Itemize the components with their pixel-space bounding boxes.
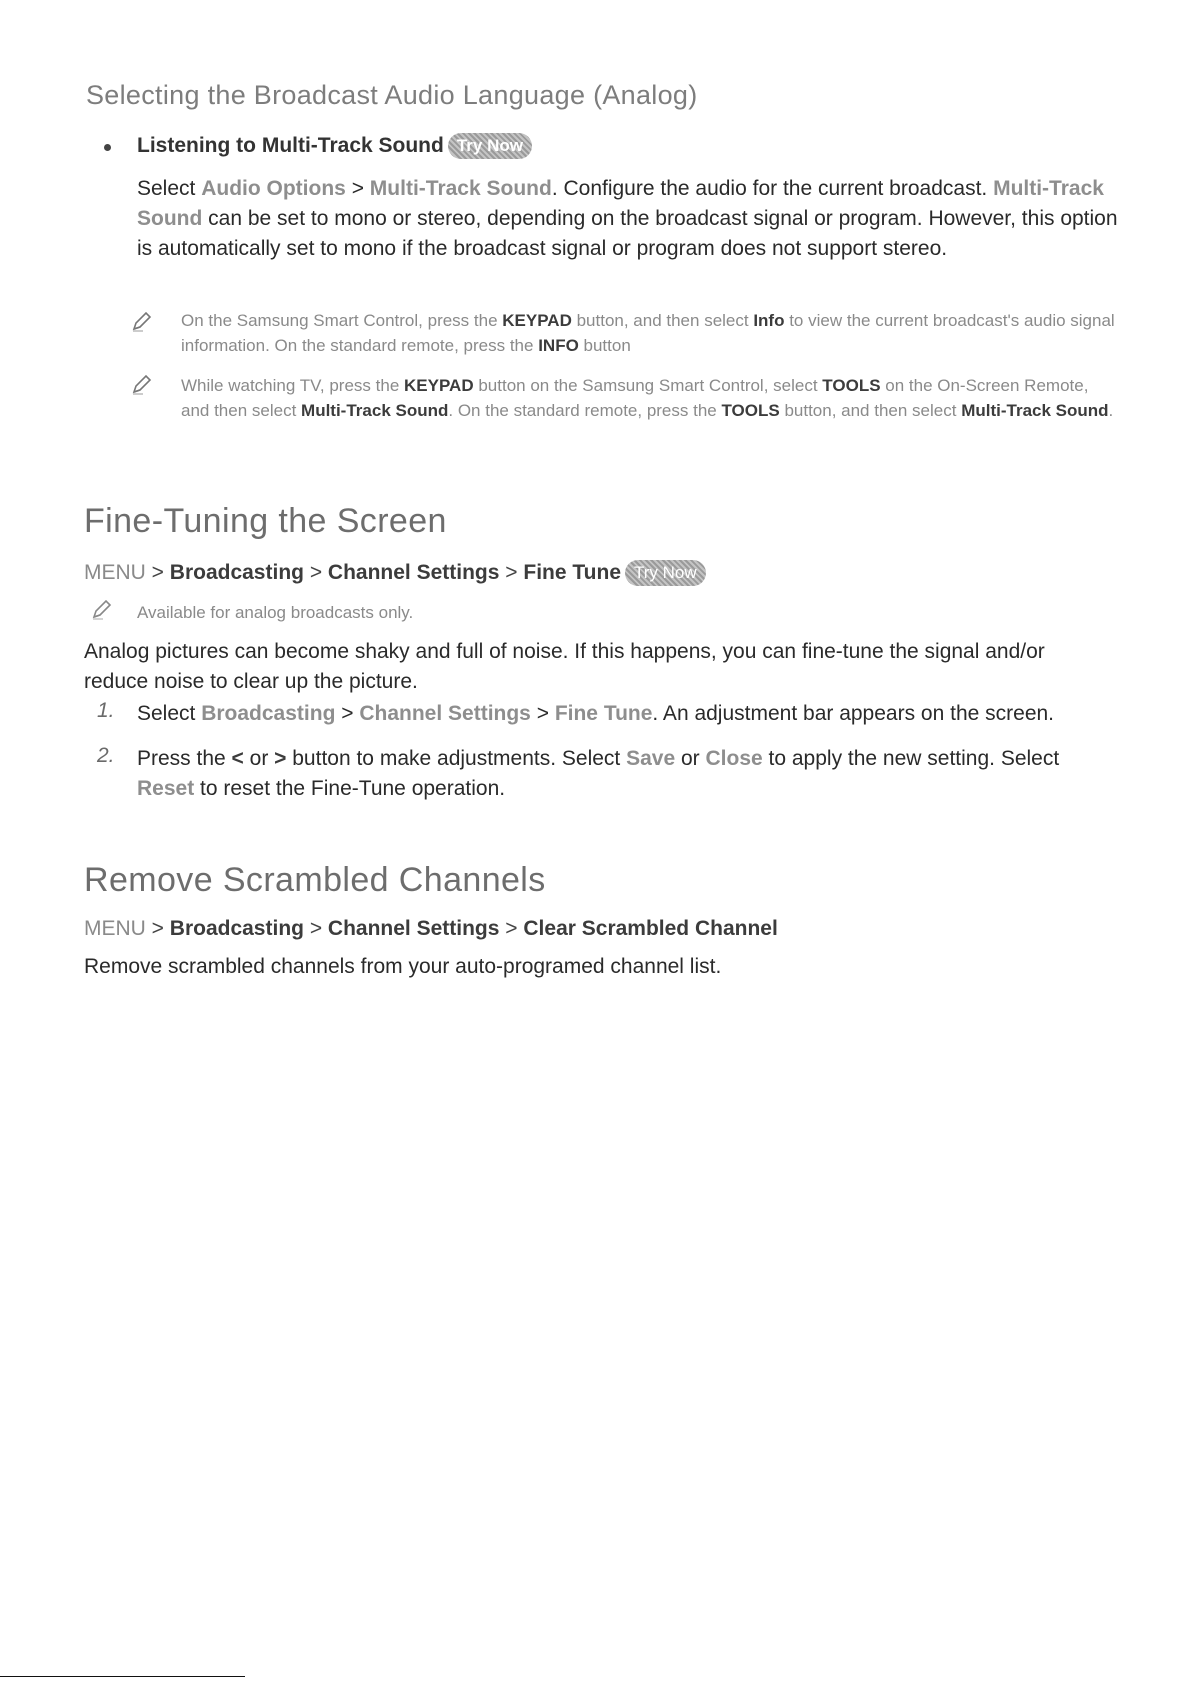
key-info-button: INFO bbox=[538, 336, 579, 355]
key-tools: TOOLS bbox=[822, 376, 881, 395]
menu-broadcasting: Broadcasting bbox=[201, 702, 336, 725]
text: On the Samsung Smart Control, press the bbox=[181, 311, 503, 330]
option-save: Save bbox=[626, 747, 676, 770]
note-pencil-icon bbox=[131, 310, 153, 332]
section-heading-remove-scrambled: Remove Scrambled Channels bbox=[84, 861, 546, 899]
key-info: Info bbox=[753, 311, 785, 330]
text: or bbox=[675, 747, 706, 770]
separator: > bbox=[145, 917, 170, 940]
option-reset: Reset bbox=[137, 777, 195, 800]
multitrack-paragraph bbox=[137, 174, 1122, 264]
step-number-1: 1. bbox=[97, 699, 115, 722]
key-keypad: KEYPAD bbox=[404, 376, 474, 395]
section-heading-fine-tuning: Fine-Tuning the Screen bbox=[84, 502, 447, 540]
left-arrow-icon: < bbox=[231, 747, 244, 770]
note-pencil-icon bbox=[91, 598, 113, 620]
text: on the On-Screen Remote, and then select bbox=[181, 376, 1089, 420]
separator: > bbox=[303, 561, 328, 584]
breadcrumb-fine-tune: Fine Tune bbox=[523, 561, 621, 584]
menu-fine-tune: Fine Tune bbox=[554, 702, 653, 725]
footer-rule bbox=[0, 1676, 245, 1677]
menu-multi-track-sound: Multi-Track Sound bbox=[301, 401, 449, 420]
try-now-button[interactable]: Try Now bbox=[625, 560, 706, 586]
separator: > bbox=[530, 702, 555, 725]
text: . Configure the audio for the current broadcast. bbox=[551, 177, 994, 200]
separator: > bbox=[499, 561, 524, 584]
text: Select bbox=[137, 702, 202, 725]
text: or bbox=[243, 747, 275, 770]
bullet-title-text: Listening to Multi-Track Sound bbox=[137, 134, 444, 157]
remove-scrambled-description: Remove scrambled channels from your auto-programed channel list. bbox=[84, 955, 722, 978]
breadcrumb-channel-settings: Channel Settings bbox=[327, 561, 500, 584]
bullet-title bbox=[137, 131, 532, 161]
breadcrumb-clear-scrambled-channel: Clear Scrambled Channel bbox=[523, 917, 778, 940]
text: to view the current broadcast's audio signal information. On the standard remote, press the bbox=[181, 311, 1115, 355]
step-number-2: 2. bbox=[97, 744, 115, 767]
text: . On the standard remote, press the bbox=[448, 401, 722, 420]
breadcrumb-broadcasting: Broadcasting bbox=[169, 561, 304, 584]
breadcrumb-clear-scrambled bbox=[84, 914, 778, 944]
breadcrumb-broadcasting: Broadcasting bbox=[169, 917, 304, 940]
text: button, and then select bbox=[571, 311, 754, 330]
menu-label: MENU bbox=[84, 561, 146, 584]
menu-audio-options: Audio Options bbox=[201, 177, 346, 200]
text: button to make adjustments. Select bbox=[286, 747, 627, 770]
try-now-button[interactable]: Try Now bbox=[448, 133, 532, 159]
text: button on the Samsung Smart Control, select bbox=[473, 376, 823, 395]
note-pencil-icon bbox=[131, 373, 153, 395]
key-keypad: KEYPAD bbox=[502, 311, 572, 330]
section-heading-audio-language: Selecting the Broadcast Audio Language (Analog) bbox=[86, 80, 698, 110]
step-1-text bbox=[137, 699, 1122, 729]
menu-label: MENU bbox=[84, 917, 146, 940]
menu-multi-track-sound: Multi-Track Sound bbox=[137, 177, 1104, 230]
text: button, and then select bbox=[779, 401, 962, 420]
bullet-dot bbox=[104, 144, 111, 151]
note-keypad-info bbox=[181, 308, 1121, 358]
text: While watching TV, press the bbox=[181, 376, 405, 395]
text: to reset the Fine-Tune operation. bbox=[194, 777, 506, 800]
menu-multi-track-sound: Multi-Track Sound bbox=[961, 401, 1109, 420]
breadcrumb-channel-settings: Channel Settings bbox=[327, 917, 500, 940]
text: . An adjustment bar appears on the screen. bbox=[652, 702, 1055, 725]
text: to apply the new setting. Select bbox=[762, 747, 1060, 770]
separator: > bbox=[335, 702, 360, 725]
breadcrumb-fine-tune bbox=[84, 558, 706, 588]
note-analog-only: Available for analog broadcasts only. bbox=[137, 603, 414, 622]
fine-tune-intro: Analog pictures can become shaky and full of noise. If this happens, you can fine-tune the signal and/or reduce noise to clear up the picture. bbox=[84, 640, 1045, 693]
text: button bbox=[578, 336, 631, 355]
text: . bbox=[1108, 401, 1114, 420]
text: can be set to mono or stereo, depending on the broadcast signal or program. However, this option is automatically set to mono if the broadcast signal or program does not support stereo. bbox=[137, 207, 1118, 260]
text: Press the bbox=[137, 747, 232, 770]
right-arrow-icon: > bbox=[274, 747, 287, 770]
separator: > bbox=[303, 917, 328, 940]
menu-channel-settings: Channel Settings bbox=[359, 702, 531, 725]
option-close: Close bbox=[705, 747, 763, 770]
separator: > bbox=[499, 917, 524, 940]
step-2-text bbox=[137, 744, 1122, 804]
separator: > bbox=[145, 561, 170, 584]
separator: > bbox=[345, 177, 370, 200]
text: Select bbox=[137, 177, 202, 200]
key-tools-button: TOOLS bbox=[721, 401, 780, 420]
note-tools-multitrack bbox=[181, 373, 1121, 423]
menu-multi-track-sound: Multi-Track Sound bbox=[369, 177, 552, 200]
